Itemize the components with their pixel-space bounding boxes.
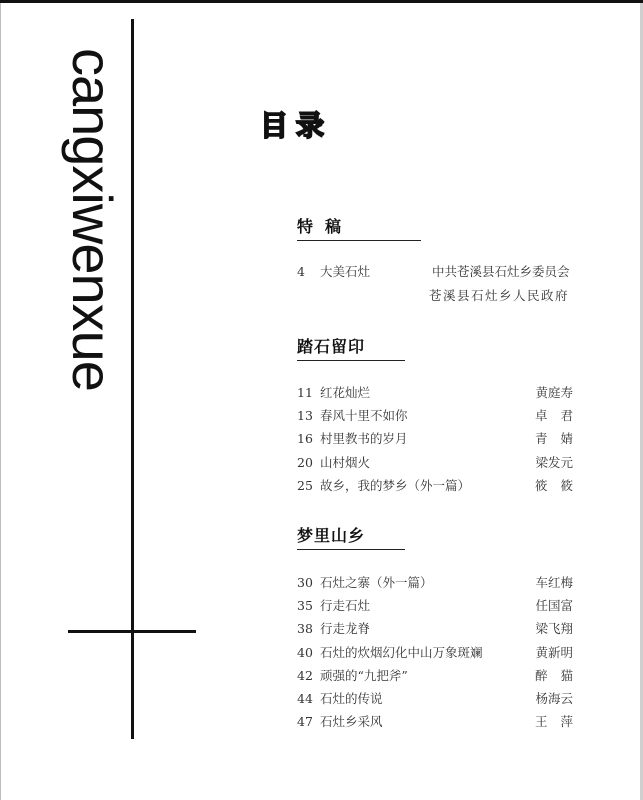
- toc-entry[interactable]: [297, 643, 573, 663]
- page-number: 44: [297, 691, 313, 706]
- entry-title: 行走龙脊: [319, 621, 370, 636]
- entry-author: 任国富: [535, 598, 573, 613]
- entry-title: 石灶的炊烟幻化中山万象斑斓: [319, 645, 483, 660]
- page-number: 4: [297, 264, 305, 279]
- top-border: [0, 0, 643, 3]
- page-number: 16: [297, 431, 313, 446]
- toc-entry[interactable]: [297, 262, 427, 282]
- entry-title: 春风十里不如你: [319, 408, 408, 423]
- toc-entry[interactable]: [297, 453, 573, 473]
- entry-title: 顽强的“九把斧”: [319, 668, 408, 683]
- entry-author: 梁飞翔: [535, 621, 573, 636]
- entry-title: 山村烟火: [319, 455, 370, 470]
- entry-author: 卓君: [534, 408, 586, 423]
- entry-author: 梁发元: [535, 455, 573, 470]
- toc-title: 目录: [260, 109, 333, 142]
- toc-entry[interactable]: [297, 619, 573, 639]
- entry-title: 石灶乡采风: [319, 714, 383, 729]
- page-number: 11: [297, 385, 313, 400]
- page-number: 47: [297, 714, 313, 729]
- page-number: 38: [297, 621, 313, 636]
- entry-author: 黄庭寿: [535, 385, 573, 400]
- page-number: 13: [297, 408, 313, 423]
- entry-title: 大美石灶: [319, 264, 370, 279]
- page-number: 35: [297, 598, 313, 613]
- toc-entry[interactable]: [297, 573, 573, 593]
- horizontal-rule: [68, 630, 196, 633]
- entry-title: 石灶之寨（外一篇）: [319, 575, 433, 590]
- entry-author: 车红梅: [535, 575, 573, 590]
- entry-author: 醉猫: [534, 668, 586, 683]
- entry-title: 行走石灶: [319, 598, 370, 613]
- section-heading-special: 特稿: [297, 214, 421, 241]
- toc-entry[interactable]: [297, 596, 573, 616]
- entry-title: 红花灿烂: [319, 385, 370, 400]
- vertical-title: cangxiwenxue: [61, 48, 124, 391]
- entry-title: 石灶的传说: [319, 691, 383, 706]
- toc-entry[interactable]: [297, 406, 586, 426]
- toc-entry[interactable]: [297, 383, 573, 403]
- entry-author: 筱筱: [534, 478, 586, 493]
- toc-entry[interactable]: [297, 689, 573, 709]
- toc-entry[interactable]: [297, 712, 586, 732]
- page-number: 25: [297, 478, 313, 493]
- entry-author: 黄新明: [535, 645, 573, 660]
- entry-author: 杨海云: [535, 691, 573, 706]
- page-number: 40: [297, 645, 313, 660]
- entry-author-line-2: 苍溪县石灶乡人民政府: [429, 288, 570, 303]
- entry-author-line-1: 中共苍溪县石灶乡委员会: [432, 264, 570, 279]
- toc-entry[interactable]: [297, 476, 586, 496]
- section-heading-menglishanxiang: 梦里山乡: [297, 523, 405, 550]
- entry-author: 王萍: [534, 714, 586, 729]
- entry-title: 故乡，我的梦乡（外一篇）: [319, 478, 470, 493]
- page-number: 42: [297, 668, 313, 683]
- toc-entry[interactable]: [297, 429, 586, 449]
- page-number: 20: [297, 455, 313, 470]
- page-number: 30: [297, 575, 313, 590]
- entry-author: 青婧: [534, 431, 586, 446]
- toc-entry[interactable]: [297, 666, 586, 686]
- entry-title: 村里教书的岁月: [319, 431, 408, 446]
- page-edge-left: [0, 3, 1, 800]
- section-heading-tashiliuyin: 踏石留印: [297, 334, 405, 361]
